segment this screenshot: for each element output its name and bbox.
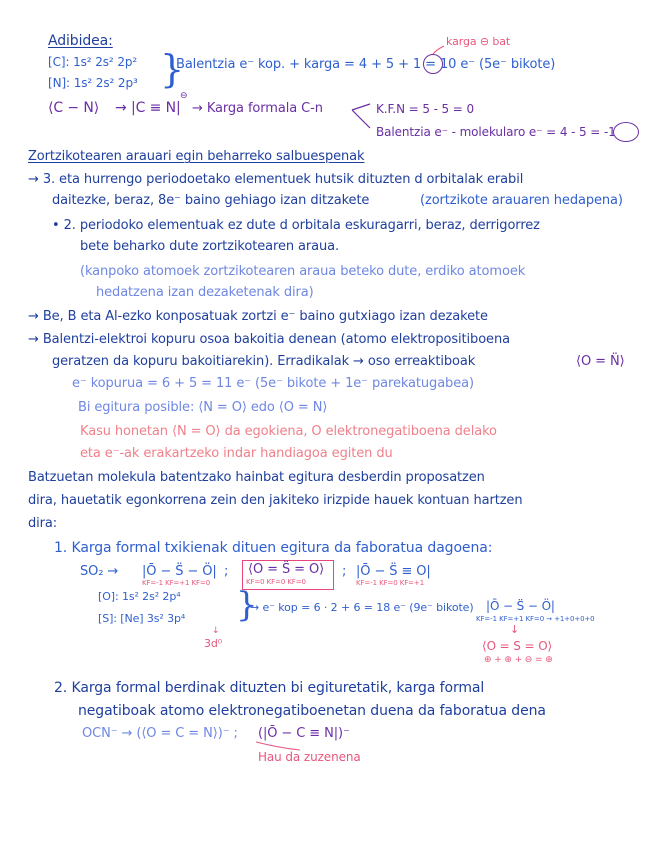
so2-label: SO₂ → bbox=[80, 564, 119, 579]
down-arrow: ↓ bbox=[212, 626, 220, 636]
so2-structure-2-charges: KF=0 KF=0 KF=0 bbox=[246, 578, 306, 586]
side-structure-charges: KF=-1 KF=+1 KF=0 → +1+0+0+0 bbox=[476, 615, 595, 623]
charge-note: karga ⊖ bat bbox=[446, 35, 511, 48]
exception-3-structures: Bi egitura posible: ⟨N = O⟩ edo ⟨O = N⟩ bbox=[78, 400, 328, 415]
ocn-structure-1: OCN⁻ → (⟨O = C = N⟩)⁻ ; bbox=[82, 726, 238, 741]
side-structure: |Ō − S̈ − Ö| bbox=[486, 599, 555, 613]
separator: ; bbox=[342, 564, 347, 579]
valence-sum: Balentzia e⁻ kop. + karga = 4 + 5 + 1 = 10 e⁻ (5e⁻ bikote) bbox=[176, 57, 556, 72]
intro-line-2: dira, hauetatik egonkorrena zein den jakiteko irizpide hauek kontuan hartzen bbox=[28, 493, 523, 508]
config-brace: } bbox=[160, 47, 185, 91]
exception-1-sub-line-2: bete beharko dute zortzikotearen araua. bbox=[80, 239, 340, 254]
example-heading: Adibidea: bbox=[48, 33, 113, 49]
exception-3-conclusion-1: Kasu honetan ⟨N = O⟩ da egokiena, O elektronegatiboena delako bbox=[80, 424, 497, 439]
exception-3-electron-count: e⁻ kopurua = 6 + 5 = 11 e⁻ (5e⁻ bikote + 1e⁻ parekatugabea) bbox=[72, 376, 474, 391]
exception-1-note: (zortzikote arauaren hedapena) bbox=[420, 193, 623, 208]
exception-3-line-1: → Balentzi-elektroi kopuru osoa bakoitia denean (atomo elektropositiboena bbox=[28, 332, 510, 347]
exception-1-line-1: → 3. eta hurrengo periodoetako elementuek hutsik dituzten d orbitalak erabil bbox=[28, 172, 524, 187]
formal-charge-label: → Karga formala C-n bbox=[192, 101, 323, 116]
rule-2-line-1: 2. Karga formal berdinak dituzten bi egituretatik, karga formal bbox=[54, 680, 485, 696]
ion-formula: ⟨C − N⟩ bbox=[48, 100, 100, 116]
correct-pointer bbox=[256, 742, 300, 750]
so2-structure-3-charges: KF=-1 KF=0 KF=+1 bbox=[356, 579, 425, 587]
side-arrow: ↓ bbox=[510, 623, 520, 636]
exception-2: → Be, B eta Al-ezko konposatuak zortzi e⁻ baino gutxiago izan dezakete bbox=[28, 309, 488, 324]
so2-structure-1-charges: KF=-1 KF=+1 KF=0 bbox=[142, 579, 211, 587]
side-structure-2-charges: ⊕ + ⊕ + ⊖ = ⊕ bbox=[484, 655, 553, 665]
nitrogen-configuration: [N]: 1s² 2s² 2p³ bbox=[48, 76, 138, 90]
charge-pointer bbox=[433, 46, 444, 54]
formal-charge-n: K.F.N = 5 - 5 = 0 bbox=[376, 102, 474, 116]
so2-structure-3: |Ō − S̈ ≡ O| bbox=[356, 564, 431, 579]
exception-1-line-2: daitezke, beraz, 8e⁻ baino gehiago izan ditzakete bbox=[52, 193, 370, 208]
ion-charge-sign: ⊖ bbox=[180, 91, 188, 101]
exception-1-aside-line-2: hedatzena izan dezaketenak dira) bbox=[96, 285, 314, 300]
so2-structure-1: |Ō − S̈ − Ö| bbox=[142, 564, 217, 579]
correct-structure-note: Hau da zuzenena bbox=[258, 750, 361, 764]
ocn-structure-2: (|Ō − C ≡ N|)⁻ bbox=[258, 726, 350, 741]
electron-count: → e⁻ kop = 6 · 2 + 6 = 18 e⁻ (9e⁻ bikote) bbox=[250, 601, 474, 614]
radical-formula: ⟨O = N̈⟩ bbox=[576, 354, 625, 369]
formal-charge-c: Balentzia e⁻ - molekularo e⁻ = 4 - 5 = -1 bbox=[376, 125, 616, 139]
so2-config-brace: } bbox=[236, 585, 258, 625]
ion-structure: → |C ≡ N| bbox=[115, 100, 181, 116]
sulfur-configuration: [S]: [Ne] 3s² 3p⁴ bbox=[98, 612, 186, 625]
formal-charge-branch bbox=[352, 104, 370, 128]
separator: ; bbox=[224, 564, 229, 579]
oxygen-configuration: [O]: 1s² 2s² 2p⁴ bbox=[98, 590, 181, 603]
exception-1-sub-line-1: • 2. periodoko elementuak ez dute d orbitala eskuragarri, beraz, derrigorrez bbox=[52, 218, 540, 233]
rule-2-line-2: negatiboak atomo elektronegatiboenetan duena da faboratua dena bbox=[78, 703, 546, 719]
intro-line-1: Batzuetan molekula batentzako hainbat egitura desberdin proposatzen bbox=[28, 470, 485, 485]
side-structure-2: ⟨O = S = O⟩ bbox=[482, 639, 553, 653]
exception-1-aside-line-1: (kanpoko atomoek zortzikotearen araua beteko dute, erdiko atomoek bbox=[80, 264, 526, 279]
exception-3-conclusion-2: eta e⁻-ak erakartzeko indar handiagoa egiten du bbox=[80, 446, 393, 461]
sulfur-d-orbital: 3d⁰ bbox=[204, 637, 223, 650]
rule-1: 1. Karga formal txikienak dituen egitura da faboratua dagoena: bbox=[54, 540, 493, 556]
exceptions-heading: Zortzikotearen arauari egin beharreko salbuespenak bbox=[28, 149, 365, 164]
so2-structure-2: ⟨O = S̈ = O⟩ bbox=[248, 562, 325, 577]
carbon-configuration: [C]: 1s² 2s² 2p² bbox=[48, 55, 138, 69]
intro-line-3: dira: bbox=[28, 516, 58, 531]
exception-3-line-2: geratzen da kopuru bakoitiarekin). Erradikalak → oso erreaktiboak bbox=[52, 354, 476, 369]
